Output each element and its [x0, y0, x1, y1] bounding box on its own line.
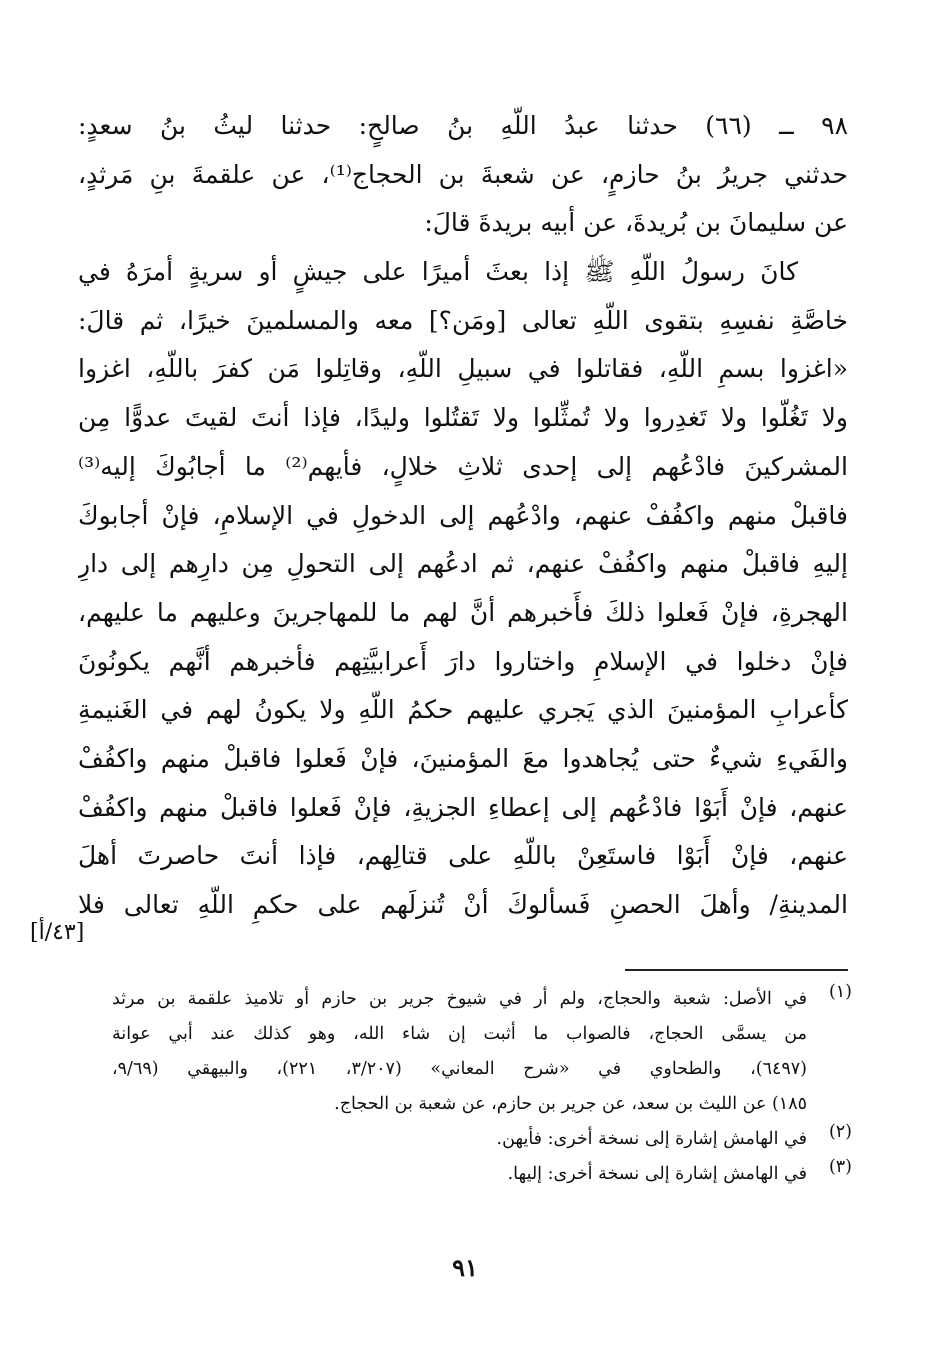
text-line: فاقبلْ منهم واكفُفْ عنهم، وادْعُهم إلى الدخولِ في الإسلامِ، فإنْ أجابوكَ: [78, 500, 848, 530]
text-line: عنهم، فإنْ أَبَوْا فادْعُهم إلى إعطاءِ الجزيةِ، فإنْ فَعلوا فاقبلْ منهم واكفُفْ: [78, 792, 848, 822]
footnote-number: (١): [828, 982, 852, 1002]
footnote-line: من يسمَّى الحجاج، فالصواب ما أثبت إن شاء الله، وهو كذلك عند أبي عوانة: [112, 1024, 807, 1044]
text-line: كأعرابِ المؤمنينَ الذي يَجري عليهم حكمُ اللّهِ ولا يكونُ لهم في الغَنيمةِ: [78, 695, 848, 725]
text-line: خاصَّةِ نفسِهِ بتقوى اللّهِ تعالى [ومَن؟] معه والمسلمينَ خيرًا، ثم قالَ:: [78, 305, 848, 335]
text-line: كانَ رسولُ اللّهِ ﷺ إذا بعثَ أميرًا على جيشٍ أو سريةٍ أمرَهُ في: [78, 257, 798, 287]
text-line: «اغزوا بسمِ اللّهِ، فقاتلوا في سبيلِ اللّهِ، وقاتِلوا مَن كفرَ باللّهِ، اغزوا: [78, 354, 848, 384]
text-line: المشركينَ فادْعُهم إلى إحدى ثلاثِ خلالٍ، فأيهم⁽²⁾ ما أجابُوكَ إليه⁽³⁾: [78, 451, 848, 481]
text-line: المدينةِ/ وأهلَ الحصنِ فَسألوكَ أنْ تُنزلَهم على حكمِ اللّهِ تعالى فلا: [78, 890, 848, 919]
footnote-number: (٢): [828, 1122, 852, 1142]
footnote-divider: [625, 969, 848, 971]
footnotes: [112, 982, 852, 1192]
text-line: والفَيءِ شيءٌ حتى يُجاهدوا معَ المؤمنينَ، فإنْ فَعلوا فاقبلْ منهم واكفُفْ: [78, 743, 848, 773]
text-line: ولا تَغُلّوا ولا تَغدِروا ولا تُمثِّلوا ولا تَقتُلوا وليدًا، فإذا أنتَ لقيتَ عدوًّا مِن: [78, 403, 848, 433]
footnote-line: (٦٤٩٧)، والطحاوي في «شرح المعاني» (٣/٢٠٧، ٢٢١)، والبيهقي (٩/٦٩،: [112, 1059, 807, 1079]
text-line: إليهِ فاقبلْ منهم واكفُفْ عنهم، ثم ادعُهم إلى التحولِ مِن دارِهم إلى دارِ: [78, 549, 848, 579]
text-line: عنهم، فإنْ أَبَوْا فاستَعِنْ باللّهِ على قتالِهم، فإذا أنتَ حاصرتَ أهلَ: [78, 841, 848, 871]
footnote: [112, 1122, 852, 1157]
text-line: عن سليمانَ بن بُريدةَ، عن أبيه بريدةَ قالَ:: [424, 208, 848, 238]
footnote-line: في الهامش إشارة إلى نسخة أخرى: فأيهن.: [496, 1129, 807, 1149]
footnote-line: في الأصل: شعبة والحجاج، ولم أر في شيوخ جرير بن حازم أو تلاميذ علقمة بن مرثد: [112, 989, 807, 1009]
manuscript-folio-marker: [٤٣/أ]: [30, 920, 85, 945]
footnote-number: (٣): [828, 1157, 852, 1177]
text-line: الهجرةِ، فإنْ فَعلوا ذلكَ فأَخبرهم أنَّ لهم ما للمهاجرينَ وعليهم ما عليهم،: [78, 597, 848, 627]
footnote: [112, 1157, 852, 1192]
text-line: ٩٨ ــ (٦٦) حدثنا عبدُ اللّهِ بنُ صالحٍ: حدثنا ليثُ بنُ سعدٍ:: [78, 111, 848, 140]
page-number: ٩١: [452, 1253, 478, 1282]
text-line: فإنْ دخلوا في الإسلامِ واختاروا دارَ أَعرابيَّتِهم فأخبرهم أنَّهم يكونُونَ: [78, 646, 848, 676]
footnote-line: في الهامش إشارة إلى نسخة أخرى: إليها.: [507, 1164, 807, 1184]
text-line: حدثني جريرُ بنُ حازمٍ، عن شعبةَ بن الحجاج⁽¹⁾، عن علقمةَ بنِ مَرثدٍ،: [78, 159, 848, 189]
footnote: [112, 982, 852, 1122]
hadith-text: [78, 102, 848, 930]
footnote-line: ١٨٥) عن الليث بن سعد، عن جرير بن حازم، عن شعبة بن الحجاج.: [334, 1094, 807, 1114]
